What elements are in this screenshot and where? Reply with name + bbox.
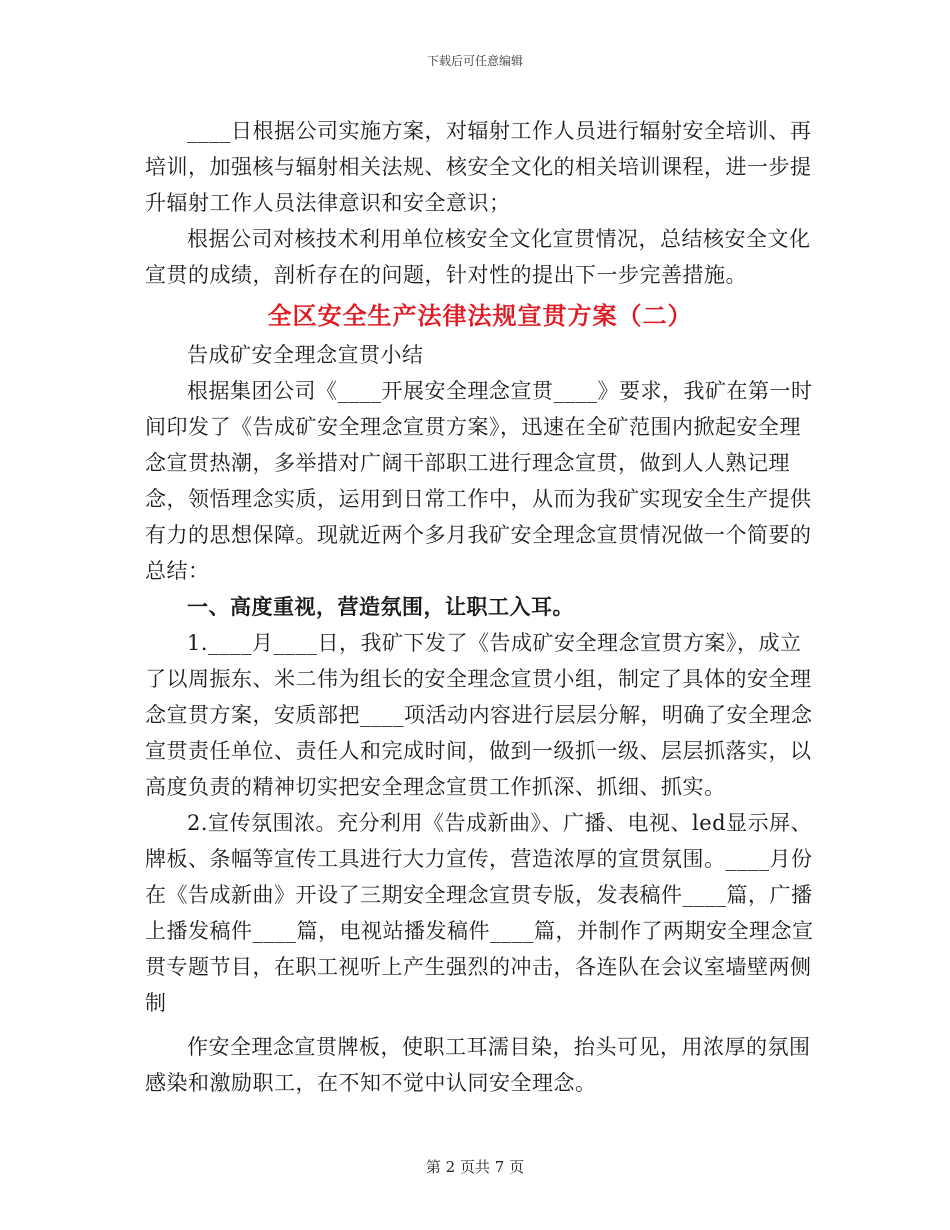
paragraph-summary: 根据公司对核技术利用单位核安全文化宣贯情况，总结核安全文化宣贯的成绩，剖析存在的问题，针对性的提出下一步完善措施。 bbox=[145, 227, 811, 287]
page-header: 下载后可任意编辑 bbox=[426, 54, 523, 68]
list-item-2: 2.宣传氛围浓。充分利用《告成新曲》、广播、电视、led显示屏、牌板、条幅等宣传工具进行大力宣传，营造浓厚的宣贯氛围。____月份在《告成新曲》开设了三期安全理念宣贯专版，发表稿件____篇，广播上播发稿件____篇，电视站播发稿件____篇，并制作了两期安全理念宣贯专题节目，在职工视听上产生强烈的冲击，各连队在会议室墙壁两侧制 bbox=[145, 811, 814, 1015]
heading-1: 一、高度重视，营造氛围，让职工入耳。 bbox=[187, 594, 574, 619]
page-footer: 第 2 页共 7 页 bbox=[425, 1158, 525, 1176]
paragraph-intro: 根据集团公司《____开展安全理念宣贯____》要求，我矿在第一时间印发了《告成矿安全理念宣贯方案》，迅速在全矿范围内掀起安全理念宣贯热潮，多举措对广阔干部职工进行理念宣贯，做到人人熟记理念，领悟理念实质，运用到日常工作中，从而为我矿实现安全生产提供有力的思想保障。现就近两个多月我矿安全理念宣贯情况做一个简要的总结： bbox=[145, 379, 813, 583]
list-item-1: 1.____月____日，我矿下发了《告成矿安全理念宣贯方案》，成立了以周振东、米二伟为组长的安全理念宣贯小组，制定了具体的安全理念宣贯方案，安质部把____项活动内容进行层层分解，明确了安全理念宣贯责任单位、责任人和完成时间，做到一级抓一级、层层抓落实，以高度负责的精神切实把安全理念宣贯工作抓深、抓细、抓实。 bbox=[145, 631, 813, 799]
section-title: 全区安全生产法律法规宣贯方案（二） bbox=[267, 301, 693, 330]
document-body bbox=[145, 113, 815, 1101]
paragraph-training: ____日根据公司实施方案，对辐射工作人员进行辐射安全培训、再培训，加强核与辐射相关法规、核安全文化的相关培训课程，进一步提升辐射工作人员法律意识和安全意识； bbox=[145, 119, 812, 215]
subtitle: 告成矿安全理念宣贯小结 bbox=[187, 343, 424, 367]
list-item-2-continued: 作安全理念宣贯牌板，使职工耳濡目染，抬头可见，用浓厚的氛围感染和激励职工，在不知不觉中认同安全理念。 bbox=[145, 1035, 811, 1095]
